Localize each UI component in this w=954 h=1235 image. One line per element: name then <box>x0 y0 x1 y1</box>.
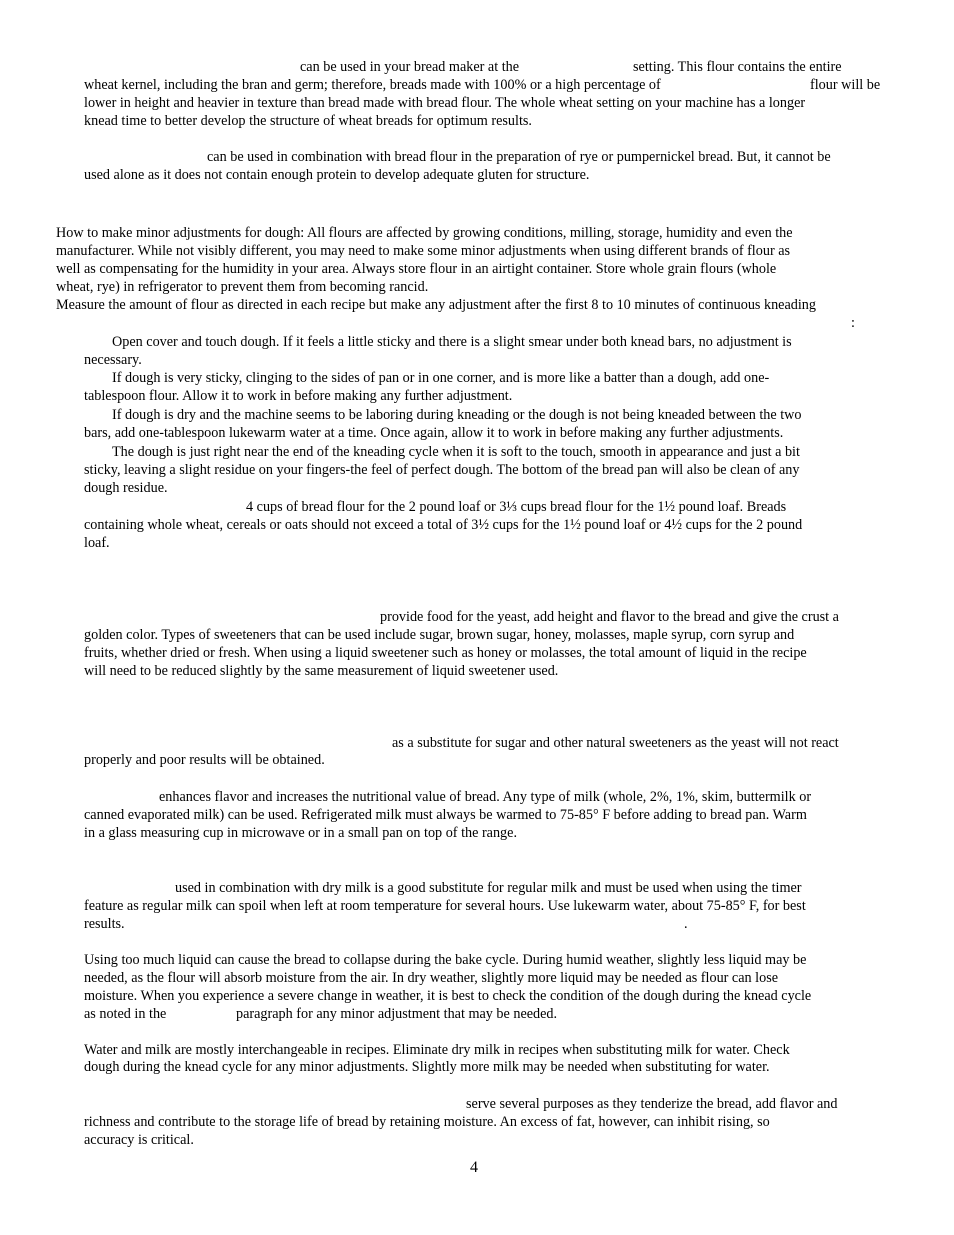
text-line: in a glass measuring cup in microwave or in a small pan on top of the range. <box>84 825 517 841</box>
text-line: Using too much liquid can cause the bread to collapse during the bake cycle. During humid weather, slightly less liquid may be <box>84 952 807 968</box>
text-line: richness and contribute to the storage life of bread by retaining moisture. An excess of fat, however, can inhibit rising, so <box>84 1114 770 1130</box>
text-line: containing whole wheat, cereals or oats should not exceed a total of 3½ cups for the 1½ pound loaf or 4½ cups for the 2 pound <box>84 517 803 533</box>
text-line: needed, as the flour will absorb moisture from the air. In dry weather, slightly more liquid may be needed as flour can lose <box>84 970 779 986</box>
text-line: well as compensating for the humidity in your area. Always store flour in an airtight container. Store whole grain flours (whole <box>56 261 777 277</box>
text-line: 4 cups of bread flour for the 2 pound loaf or 3⅓ cups bread flour for the 1½ pound loaf. Breads <box>246 499 787 515</box>
text-line: accuracy is critical. <box>84 1132 194 1148</box>
text-line: How to make minor adjustments for dough: All flours are affected by growing conditions, milling, storage, humidity and even the <box>56 225 793 241</box>
text-line: provide food for the yeast, add height and flavor to the bread and give the crust a <box>380 609 839 625</box>
text-line: loaf. <box>84 535 110 551</box>
text-line: wheat kernel, including the bran and germ; therefore, breads made with 100% or a high percentage of <box>84 77 661 93</box>
text-line: flour will be <box>810 77 881 93</box>
text-line: as a substitute for sugar and other natural sweeteners as the yeast will not react <box>392 735 839 751</box>
text-line: The dough is just right near the end of the kneading cycle when it is soft to the touch, smooth in appearance and just a bit <box>112 444 800 460</box>
text-line: : <box>851 315 855 331</box>
text-line: wheat, rye) in refrigerator to prevent them from becoming rancid. <box>56 279 429 295</box>
text-line: as noted in the <box>84 1006 167 1022</box>
text-line: manufacturer. While not visibly different, you may need to make some minor adjustments when using different brands of flour as <box>56 243 791 259</box>
text-line: will need to be reduced slightly by the same measurement of liquid sweetener used. <box>84 663 559 679</box>
text-line: enhances flavor and increases the nutritional value of bread. Any type of milk (whole, 2%, 1%, skim, buttermilk or <box>159 789 812 805</box>
text-line: Open cover and touch dough. If it feels a little sticky and there is a slight smear under both knead bars, no adjustment is <box>112 334 792 350</box>
text-line: paragraph for any minor adjustment that may be needed. <box>236 1006 558 1022</box>
text-line: fruits, whether dried or fresh. When using a liquid sweetener such as honey or molasses, the total amount of liquid in the recipe <box>84 645 807 661</box>
text-line: bars, add one-tablespoon lukewarm water at a time. Once again, allow it to work in before making any further adjustments. <box>84 425 784 441</box>
text-line: feature as regular milk can spoil when left at room temperature for several hours. Use lukewarm water, about 75-85° F, for best <box>84 898 806 914</box>
text-line: dough residue. <box>84 480 168 496</box>
text-line: properly and poor results will be obtained. <box>84 752 325 768</box>
text-line: setting. This flour contains the entire <box>633 59 842 75</box>
text-line: can be used in your bread maker at the <box>300 59 520 75</box>
text-line: used in combination with dry milk is a good substitute for regular milk and must be used when using the timer <box>175 880 802 896</box>
text-line: Measure the amount of flour as directed in each recipe but make any adjustment after the first 8 to 10 minutes of continuous kneading <box>56 297 816 313</box>
text-line: moisture. When you experience a severe change in weather, it is best to check the condition of the dough during the knead cycle <box>84 988 812 1004</box>
text-line: canned evaporated milk) can be used. Refrigerated milk must always be warmed to 75-85° F before adding to bread pan. Warm <box>84 807 807 823</box>
page-number: 4 <box>470 1159 478 1176</box>
text-line: can be used in combination with bread flour in the preparation of rye or pumpernickel bread. But, it cannot be <box>207 149 831 165</box>
text-line: lower in height and heavier in texture than bread made with bread flour. The whole wheat setting on your machine has a longer <box>84 95 806 111</box>
text-line: Water and milk are mostly interchangeable in recipes. Eliminate dry milk in recipes when substituting milk for water. Check <box>84 1042 790 1058</box>
text-line: results. <box>84 916 125 932</box>
text-line: used alone as it does not contain enough protein to develop adequate gluten for structure. <box>84 167 590 183</box>
text-line: dough during the knead cycle for any minor adjustments. Slightly more milk may be needed when substituting for water. <box>84 1059 770 1075</box>
text-line: sticky, leaving a slight residue on your fingers-the feel of perfect dough. The bottom of the bread pan will also be clean of any <box>84 462 800 478</box>
text-line: necessary. <box>84 352 142 368</box>
text-line: . <box>684 916 688 932</box>
text-line: serve several purposes as they tenderize the bread, add flavor and <box>466 1096 838 1112</box>
text-line: golden color. Types of sweeteners that can be used include sugar, brown sugar, honey, molasses, maple syrup, corn syrup and <box>84 627 795 643</box>
text-line: knead time to better develop the structure of wheat breads for optimum results. <box>84 113 532 129</box>
text-line: tablespoon flour. Allow it to work in before making any further adjustment. <box>84 388 513 404</box>
text-line: If dough is very sticky, clinging to the sides of pan or in one corner, and is more like a batter than a dough, add one- <box>112 370 770 386</box>
text-line: If dough is dry and the machine seems to be laboring during kneading or the dough is not being kneaded between the two <box>112 407 802 423</box>
